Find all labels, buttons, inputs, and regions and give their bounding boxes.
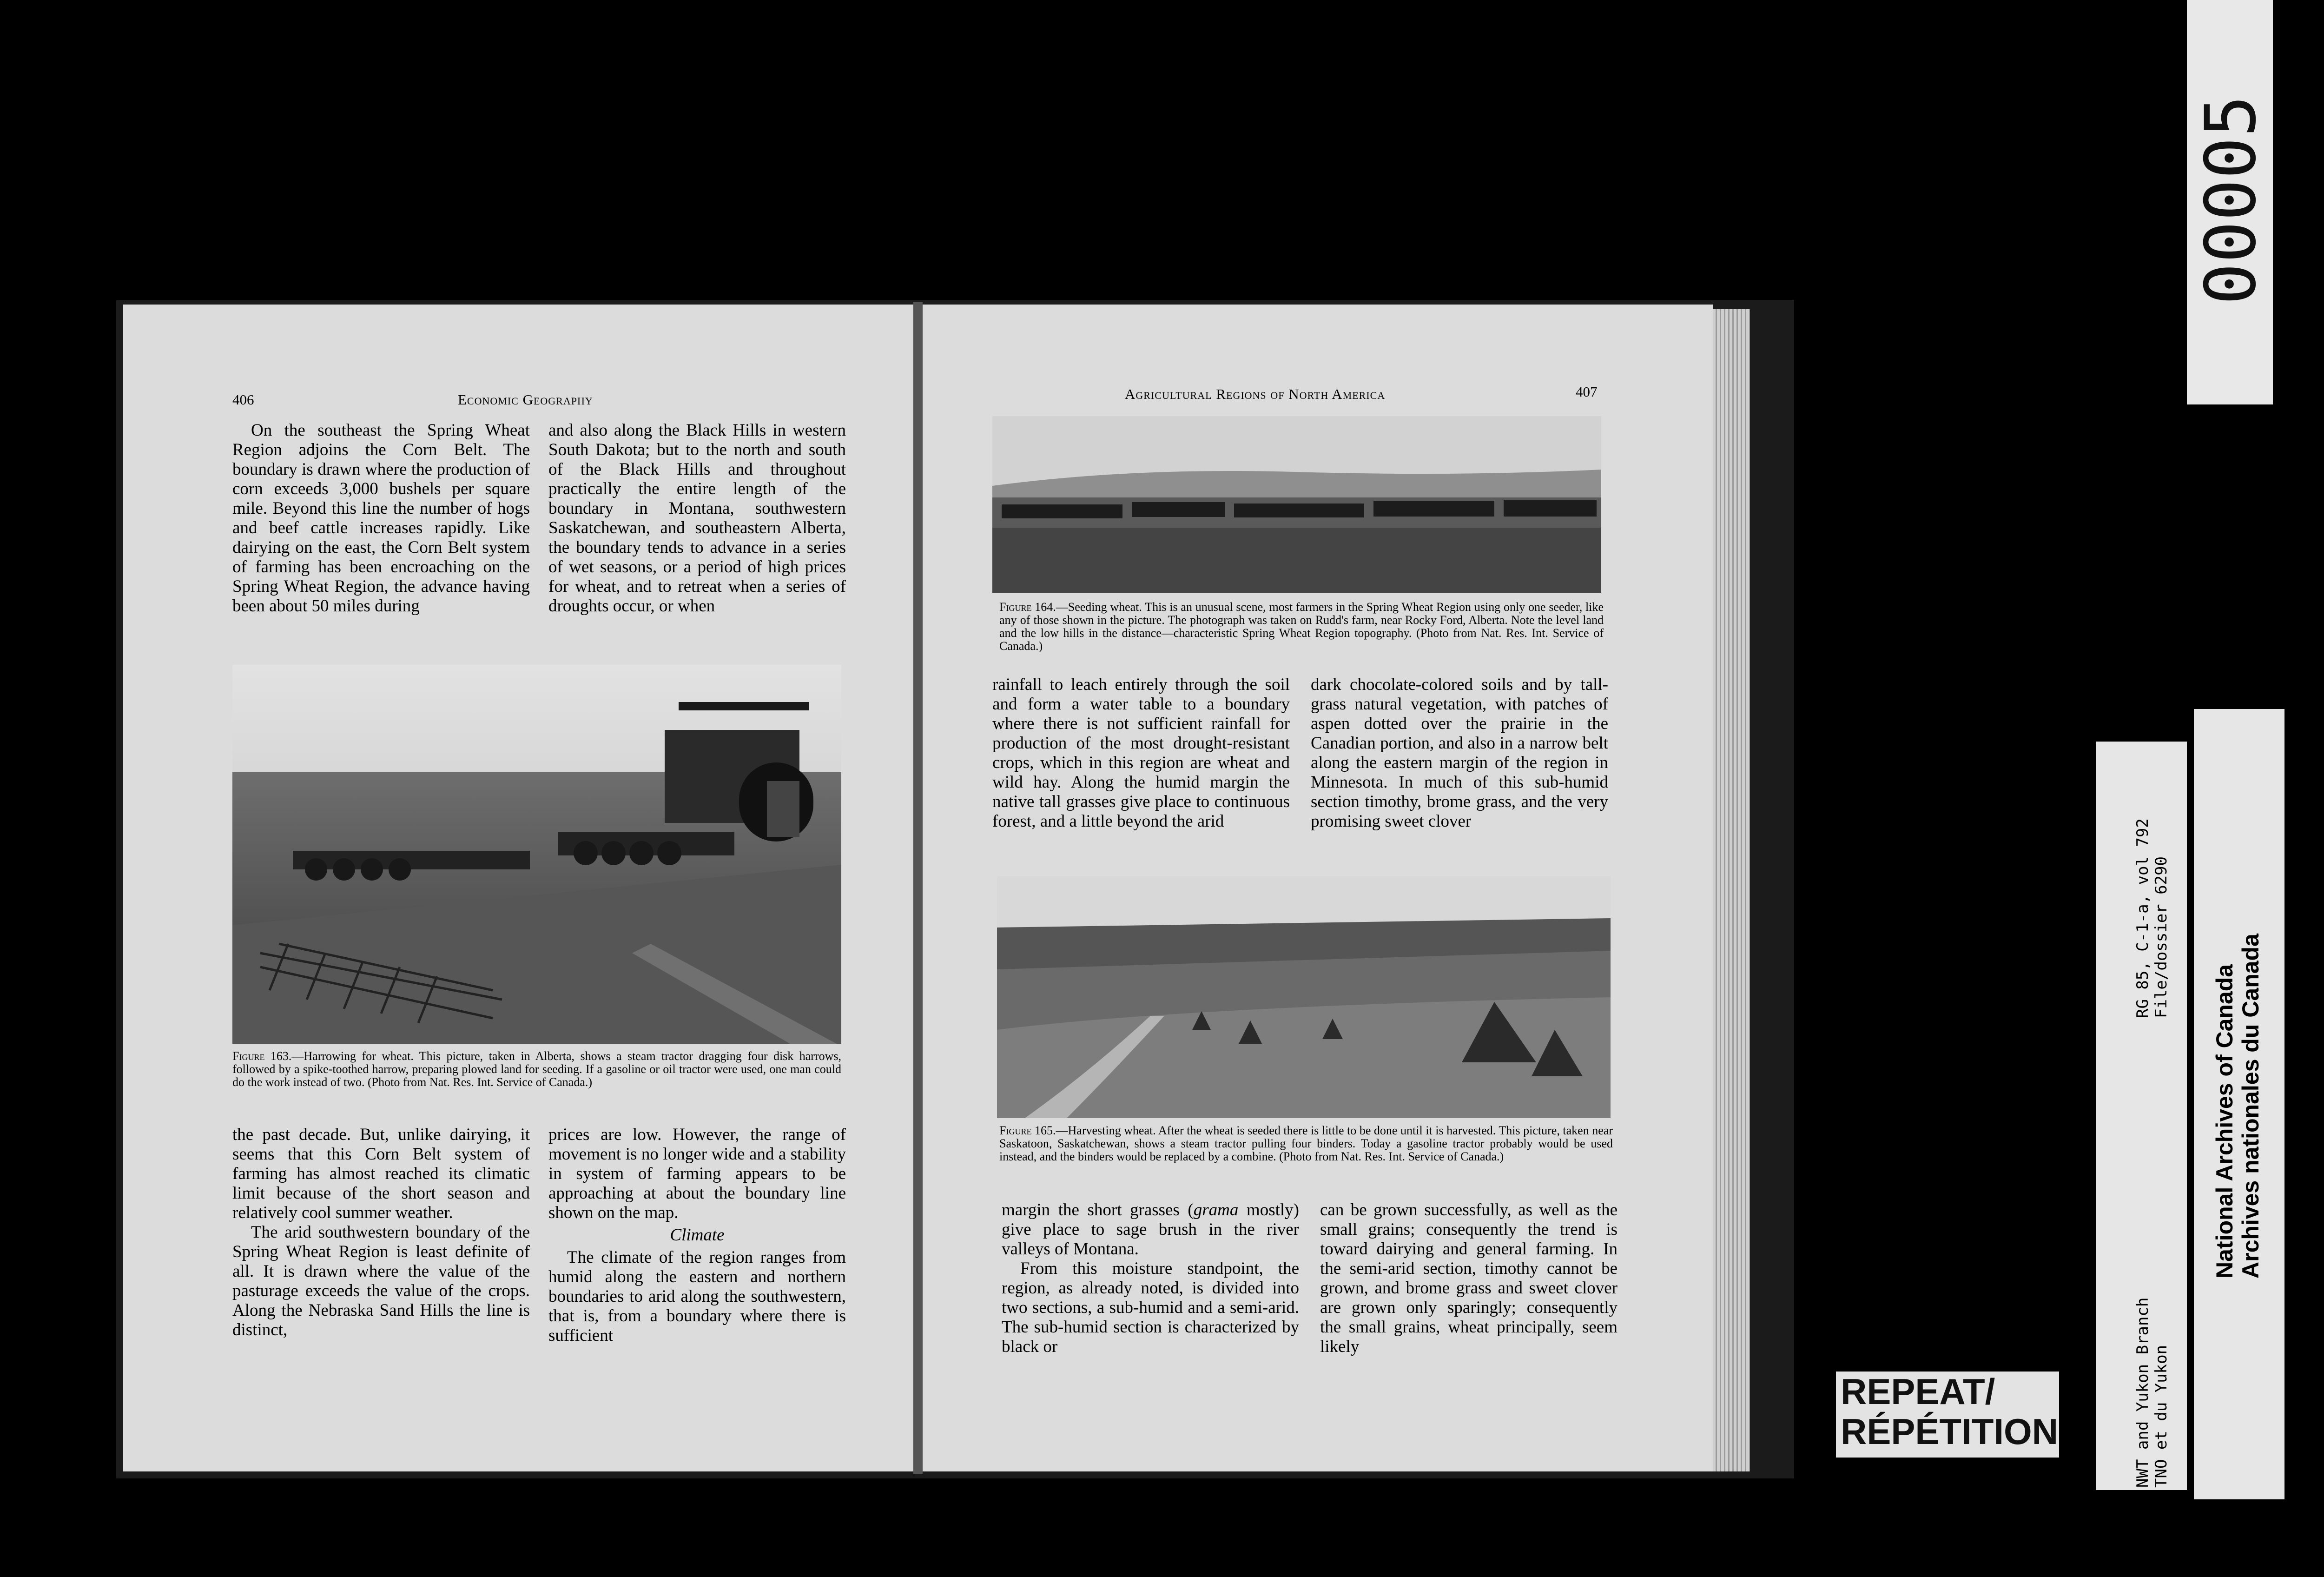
right-page-number: 407 [1576, 384, 1598, 400]
left-col1-bottom: the past decade. But, unlike dairying, it seems that this Corn Belt system of farming has almost reached its climatic limit because of the short season and relatively cool summer weather. The arid southwestern boundary of the Spring Wheat Region is least definite of all. It is drawn where the value of the pasturage exceeds the value of the crops. Along the Nebraska Sand Hills the line is distinct, [232, 1125, 530, 1339]
figure-163-photo [232, 665, 841, 1044]
left-page-number: 406 [232, 391, 254, 408]
figure-164-caption: Figure 164.—Seeding wheat. This is an unusual scene, most farmers in the Spring Wheat Region using only one seeder, like any of those shown in the picture. The photograph was taken on Rudd's farm, near Rocky Ford, Alberta. Note the level land and the low hills in the distance—characteristic Spring Wheat Region topography. (Photo from Nat. Res. Int. Service of Canada.) [999, 600, 1604, 653]
right-col2-mid: dark chocolate-colored soils and by tall-grass natural vegetation, with patches of aspen dotted over the prairie in the Canadian portion, and also in a narrow belt along the eastern margin of the region in Minnesota. In much of this sub-humid section timothy, brome grass, and the very promising sweet clover [1311, 675, 1608, 831]
figure-164-photo [992, 416, 1601, 593]
left-running-head: Economic Geography [458, 391, 593, 408]
archives-name: National Archives of Canada Archives nationales du Canada [2212, 934, 2264, 1279]
branch-name: NWT and Yukon Branch TNO et du Yukon [2133, 1297, 2171, 1488]
left-col1-top: On the southeast the Spring Wheat Region adjoins the Corn Belt. The boundary is drawn where the production of corn exceeds 3,000 bushels per square mile. Beyond this line the number of hogs and beef cattle increases rapidly. Like dairying on the east, the Corn Belt system of farming has been encroaching on the Spring Wheat Region, the advance having been about 50 miles during [232, 421, 530, 616]
book-spine [913, 302, 923, 1474]
figure-164-label: Figure 164. [999, 600, 1056, 614]
right-col1-mid: rainfall to leach entirely through the soil and form a water table to a boundary where there is not sufficient rainfall for production of the most drought-resistant crops, which in this region are wheat and wild hay. Along the humid margin the native tall grasses give place to continuous forest, and a little beyond the arid [992, 675, 1290, 831]
figure-163-caption: Figure 163.—Harrowing for wheat. This picture, taken in Alberta, shows a steam tractor dragging four disk harrows, followed by a spike-toothed harrow, preparing plowed land for seeding. If a gasoline or oil tractor were used, one man could do the work instead of two. (Photo from Nat. Res. Int. Service of Canada.) [232, 1049, 841, 1089]
right-running-head: Agricultural Regions of North America [1125, 386, 1386, 402]
file-reference: RG 85, C-1-a, vol 792 File/dossier 6290 [2133, 818, 2171, 1018]
figure-163-label: Figure 163. [232, 1049, 292, 1063]
figure-165-photo [997, 876, 1611, 1118]
repeat-stamp: REPEAT/ RÉPÉTITION [1836, 1372, 2059, 1458]
figure-165-label: Figure 165. [999, 1124, 1056, 1137]
right-col1-bottom: margin the short grasses (grama mostly) give place to sage brush in the river valleys of Montana. From this moisture standpoint, the region, as already noted, is divided into two sections, a sub-humid and a semi-arid. The sub-humid section is characterized by black or [1002, 1200, 1299, 1356]
frame-number: 00005 [2191, 95, 2271, 305]
right-col2-bottom: can be grown successfully, as well as the small grains; consequently the trend is toward dairying and general farming. In the semi-arid section, timothy cannot be grown, and brome grass and sweet clover are grown only sparingly; consequently the small grains, wheat principally, seem likely [1320, 1200, 1618, 1356]
left-col2-top: and also along the Black Hills in western South Dakota; but to the north and south of the Black Hills and throughout practically the entire length of the boundary in Montana, southwestern Saskatchewan, and southeastern Alberta, the boundary tends to advance in a series of wet seasons, or a period of high prices for wheat, and to retreat when a series of droughts occur, or when [548, 421, 846, 616]
page-edges [1713, 309, 1750, 1471]
figure-165-caption: Figure 165.—Harvesting wheat. After the wheat is seeded there is little to be done until it is harvested. This picture, taken near Saskatoon, Saskatchewan, shows a steam tractor pulling four binders. Today a gasoline tractor probably would be used instead, and the binders would be replaced by a combine. (Photo from Nat. Res. Int. Service of Canada.) [999, 1124, 1613, 1163]
left-col2-bottom: prices are low. However, the range of movement is no longer wide and a stability in system of farming appears to be approaching at about the boundary line shown on the map. Climate The climate of the region ranges from humid along the eastern and northern boundaries to arid along the southwestern, that is, from a boundary where there is sufficient [548, 1125, 846, 1345]
climate-heading: Climate [670, 1226, 725, 1245]
